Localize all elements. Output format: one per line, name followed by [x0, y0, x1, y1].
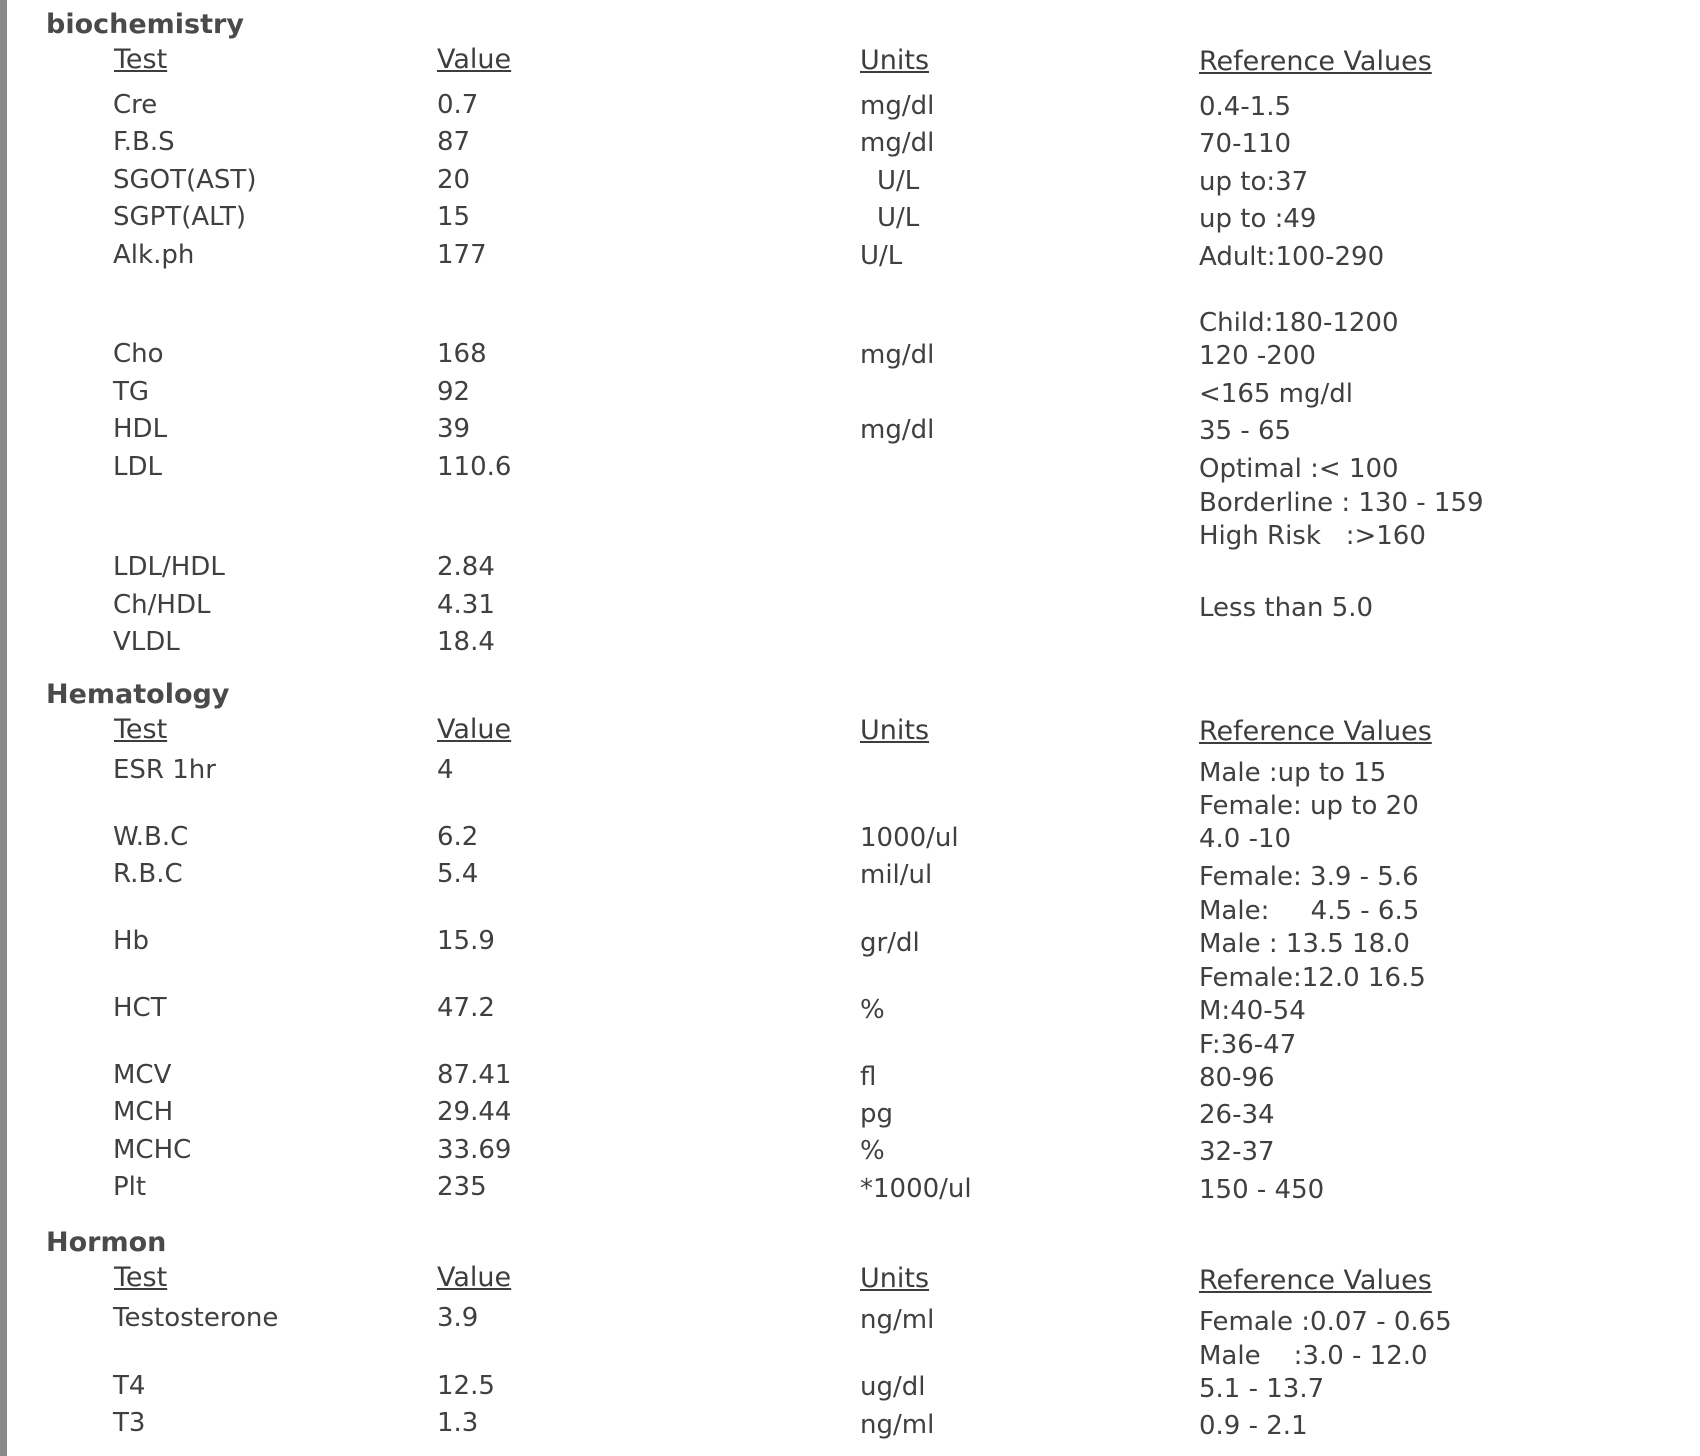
test-value: 29.44 [437, 1097, 512, 1127]
test-units: U/L [877, 166, 920, 196]
reference-value: Female: 3.9 - 5.6 [1199, 862, 1419, 892]
test-name: Cre [113, 90, 158, 120]
test-value: 20 [437, 165, 471, 195]
test-value: 3.9 [437, 1303, 479, 1333]
reference-value: Less than 5.0 [1199, 593, 1374, 623]
test-units: ug/dl [860, 1372, 926, 1402]
scan-edge [0, 0, 7, 1456]
reference-value: High Risk :>160 [1199, 521, 1426, 551]
test-units: ng/ml [860, 1305, 935, 1335]
column-header-units: Units [860, 715, 930, 746]
test-value: 39 [437, 414, 471, 444]
reference-value: 26-34 [1199, 1100, 1275, 1130]
section-title-hematology: Hematology [46, 679, 230, 710]
test-name: F.B.S [113, 127, 175, 157]
test-units: mg/dl [860, 128, 935, 158]
test-name: MCH [113, 1097, 174, 1127]
reference-value: 32-37 [1199, 1137, 1275, 1167]
reference-value: Adult:100-290 [1199, 242, 1385, 272]
test-value: 235 [437, 1172, 487, 1202]
test-name: Cho [113, 339, 164, 369]
reference-value: 150 - 450 [1199, 1175, 1325, 1205]
test-name: HDL [113, 414, 168, 444]
test-value: 4 [437, 755, 454, 785]
test-name: ESR 1hr [113, 755, 216, 785]
test-units: mg/dl [860, 91, 935, 121]
test-name: VLDL [113, 627, 180, 657]
test-name: SGPT(ALT) [113, 202, 247, 232]
column-header-reference: Reference Values [1199, 716, 1432, 747]
test-units: gr/dl [860, 928, 920, 958]
reference-value: F:36-47 [1199, 1030, 1297, 1060]
test-value: 15 [437, 202, 471, 232]
test-units: % [860, 995, 885, 1025]
test-value: 1.3 [437, 1408, 479, 1438]
test-name: T4 [113, 1371, 146, 1401]
test-value: 12.5 [437, 1371, 495, 1401]
test-name: Ch/HDL [113, 590, 211, 620]
test-name: LDL [113, 452, 162, 482]
test-value: 33.69 [437, 1135, 512, 1165]
test-name: SGOT(AST) [113, 165, 257, 195]
reference-value: Female:12.0 16.5 [1199, 963, 1426, 993]
test-name: Plt [113, 1172, 147, 1202]
reference-value: Female: up to 20 [1199, 791, 1419, 821]
test-name: LDL/HDL [113, 552, 225, 582]
reference-value: Female :0.07 - 0.65 [1199, 1307, 1452, 1337]
test-units: U/L [877, 203, 920, 233]
test-units: ng/ml [860, 1410, 935, 1440]
reference-value: 120 -200 [1199, 341, 1316, 371]
reference-value: 0.9 - 2.1 [1199, 1411, 1308, 1441]
test-name: Testosterone [113, 1303, 279, 1333]
test-value: 92 [437, 377, 471, 407]
test-value: 5.4 [437, 859, 479, 889]
column-header-units: Units [860, 1263, 930, 1294]
test-value: 6.2 [437, 822, 479, 852]
test-units: *1000/ul [860, 1174, 972, 1204]
test-units: pg [860, 1099, 894, 1129]
reference-value: Male: 4.5 - 6.5 [1199, 896, 1420, 926]
reference-value: Male :up to 15 [1199, 758, 1387, 788]
test-name: MCV [113, 1060, 172, 1090]
reference-value: 0.4-1.5 [1199, 92, 1292, 122]
test-value: 168 [437, 339, 487, 369]
column-header-test: Test [114, 1262, 168, 1293]
test-value: 47.2 [437, 993, 495, 1023]
column-header-reference: Reference Values [1199, 46, 1432, 77]
reference-value: Child:180-1200 [1199, 308, 1399, 338]
test-units: mg/dl [860, 415, 935, 445]
reference-value: 80-96 [1199, 1063, 1275, 1093]
column-header-value: Value [437, 44, 512, 75]
reference-value: Male : 13.5 18.0 [1199, 929, 1410, 959]
test-value: 2.84 [437, 552, 495, 582]
test-name: T3 [113, 1408, 146, 1438]
test-units: fl [860, 1062, 877, 1092]
reference-value: Borderline : 130 - 159 [1199, 488, 1484, 518]
reference-value: 35 - 65 [1199, 416, 1292, 446]
test-value: 18.4 [437, 627, 495, 657]
test-name: Hb [113, 926, 150, 956]
test-value: 87 [437, 127, 471, 157]
test-units: mg/dl [860, 340, 935, 370]
column-header-value: Value [437, 714, 512, 745]
test-name: MCHC [113, 1135, 192, 1165]
column-header-test: Test [114, 714, 168, 745]
reference-value: M:40-54 [1199, 996, 1306, 1026]
reference-value: Optimal :< 100 [1199, 454, 1399, 484]
test-name: W.B.C [113, 822, 189, 852]
test-value: 4.31 [437, 590, 495, 620]
test-name: R.B.C [113, 859, 183, 889]
test-value: 15.9 [437, 926, 495, 956]
section-title-biochemistry: biochemistry [46, 9, 244, 40]
test-value: 87.41 [437, 1060, 512, 1090]
test-value: 0.7 [437, 90, 479, 120]
reference-value: Male :3.0 - 12.0 [1199, 1341, 1428, 1371]
reference-value: 4.0 -10 [1199, 824, 1292, 854]
column-header-units: Units [860, 45, 930, 76]
test-units: mil/ul [860, 860, 933, 890]
test-value: 110.6 [437, 452, 512, 482]
test-name: HCT [113, 993, 167, 1023]
column-header-value: Value [437, 1262, 512, 1293]
test-name: Alk.ph [113, 240, 195, 270]
test-units: % [860, 1136, 885, 1166]
reference-value: up to:37 [1199, 167, 1309, 197]
reference-value: up to :49 [1199, 204, 1317, 234]
test-units: 1000/ul [860, 823, 959, 853]
test-name: TG [113, 377, 150, 407]
test-value: 177 [437, 240, 487, 270]
reference-value: 5.1 - 13.7 [1199, 1374, 1325, 1404]
reference-value: 70-110 [1199, 129, 1292, 159]
test-units: U/L [860, 241, 903, 271]
section-title-hormon: Hormon [46, 1227, 167, 1258]
column-header-reference: Reference Values [1199, 1265, 1432, 1296]
reference-value: <165 mg/dl [1199, 379, 1353, 409]
column-header-test: Test [114, 44, 168, 75]
